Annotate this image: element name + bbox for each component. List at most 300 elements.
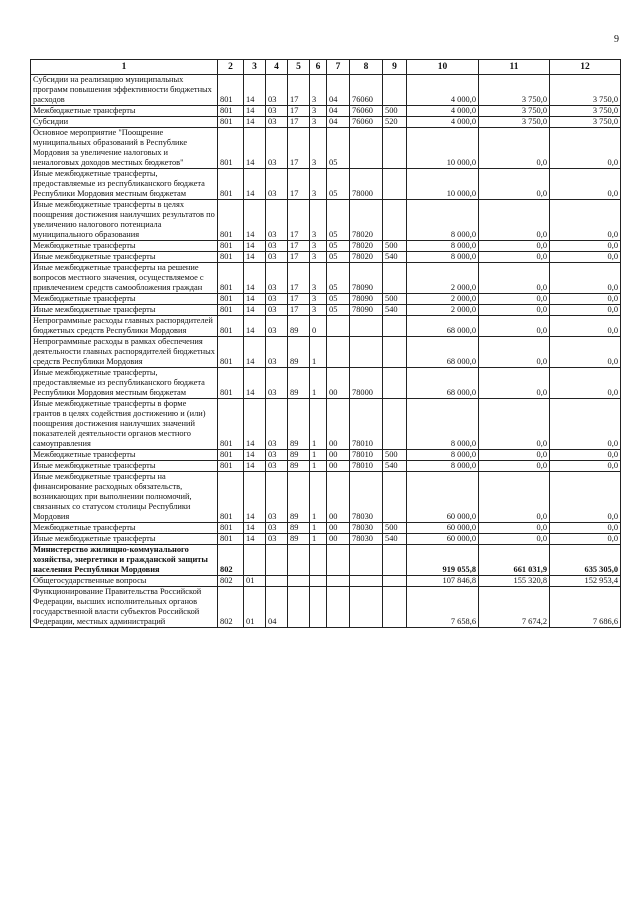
code-cell: 01 — [244, 587, 266, 628]
code-cell: 801 — [218, 169, 244, 200]
amount-cell: 68 000,0 — [407, 337, 479, 368]
table-row — [31, 241, 621, 252]
code-cell: 89 — [288, 523, 310, 534]
code-cell — [383, 399, 407, 450]
code-cell: 17 — [288, 241, 310, 252]
code-cell — [383, 587, 407, 628]
code-cell — [383, 368, 407, 399]
code-cell: 3 — [310, 75, 327, 106]
amount-cell: 4 000,0 — [407, 106, 479, 117]
amount-cell: 8 000,0 — [407, 461, 479, 472]
table-row — [31, 472, 621, 523]
code-cell: 14 — [244, 534, 266, 545]
amount-cell: 0,0 — [550, 263, 621, 294]
code-cell — [383, 576, 407, 587]
column-header: 7 — [327, 60, 350, 75]
code-cell: 78000 — [350, 368, 383, 399]
code-cell: 801 — [218, 263, 244, 294]
code-cell: 89 — [288, 534, 310, 545]
code-cell: 14 — [244, 200, 266, 241]
code-cell: 14 — [244, 263, 266, 294]
code-cell: 17 — [288, 106, 310, 117]
table-row — [31, 117, 621, 128]
row-description: Непрограммные расходы главных распорядителей бюджетных средств Республики Мордовия — [31, 316, 218, 337]
code-cell: 04 — [327, 117, 350, 128]
column-header: 10 — [407, 60, 479, 75]
amount-cell: 60 000,0 — [407, 472, 479, 523]
code-cell: 540 — [383, 305, 407, 316]
code-cell — [383, 472, 407, 523]
code-cell: 76060 — [350, 117, 383, 128]
code-cell: 05 — [327, 200, 350, 241]
code-cell: 17 — [288, 117, 310, 128]
code-cell: 500 — [383, 294, 407, 305]
amount-cell: 0,0 — [479, 200, 550, 241]
table-row — [31, 75, 621, 106]
code-cell: 500 — [383, 106, 407, 117]
code-cell: 802 — [218, 576, 244, 587]
table-row — [31, 337, 621, 368]
amount-cell: 0,0 — [479, 534, 550, 545]
amount-cell: 635 305,0 — [550, 545, 621, 576]
table-row — [31, 450, 621, 461]
code-cell: 89 — [288, 368, 310, 399]
column-header: 11 — [479, 60, 550, 75]
code-cell: 1 — [310, 337, 327, 368]
table-row — [31, 294, 621, 305]
code-cell — [266, 545, 288, 576]
code-cell: 801 — [218, 368, 244, 399]
amount-cell: 0,0 — [550, 252, 621, 263]
code-cell: 14 — [244, 252, 266, 263]
code-cell: 78090 — [350, 305, 383, 316]
amount-cell: 7 686,6 — [550, 587, 621, 628]
code-cell: 03 — [266, 461, 288, 472]
row-description: Межбюджетные трансферты — [31, 106, 218, 117]
amount-cell: 0,0 — [550, 523, 621, 534]
amount-cell: 0,0 — [479, 461, 550, 472]
amount-cell: 0,0 — [479, 252, 550, 263]
amount-cell: 4 000,0 — [407, 75, 479, 106]
amount-cell: 0,0 — [550, 450, 621, 461]
amount-cell: 3 750,0 — [479, 75, 550, 106]
code-cell: 801 — [218, 450, 244, 461]
code-cell: 78000 — [350, 169, 383, 200]
code-cell: 03 — [266, 169, 288, 200]
code-cell: 89 — [288, 461, 310, 472]
code-cell: 801 — [218, 106, 244, 117]
code-cell: 14 — [244, 316, 266, 337]
code-cell: 03 — [266, 316, 288, 337]
code-cell: 03 — [266, 241, 288, 252]
code-cell: 14 — [244, 523, 266, 534]
budget-table — [30, 59, 621, 628]
code-cell: 1 — [310, 472, 327, 523]
code-cell: 01 — [244, 576, 266, 587]
amount-cell: 0,0 — [550, 368, 621, 399]
code-cell: 03 — [266, 117, 288, 128]
amount-cell: 10 000,0 — [407, 169, 479, 200]
amount-cell: 0,0 — [550, 294, 621, 305]
code-cell: 05 — [327, 252, 350, 263]
code-cell: 04 — [266, 587, 288, 628]
code-cell: 78020 — [350, 252, 383, 263]
code-cell: 500 — [383, 450, 407, 461]
table-row — [31, 461, 621, 472]
code-cell: 17 — [288, 263, 310, 294]
code-cell: 05 — [327, 263, 350, 294]
code-cell — [350, 316, 383, 337]
amount-cell: 0,0 — [550, 241, 621, 252]
code-cell: 89 — [288, 450, 310, 461]
code-cell: 03 — [266, 305, 288, 316]
code-cell: 801 — [218, 399, 244, 450]
code-cell: 17 — [288, 305, 310, 316]
amount-cell: 0,0 — [479, 523, 550, 534]
code-cell: 03 — [266, 75, 288, 106]
code-cell — [350, 587, 383, 628]
code-cell: 14 — [244, 294, 266, 305]
code-cell: 801 — [218, 523, 244, 534]
amount-cell: 60 000,0 — [407, 523, 479, 534]
code-cell — [350, 128, 383, 169]
code-cell: 00 — [327, 534, 350, 545]
code-cell: 540 — [383, 534, 407, 545]
amount-cell: 0,0 — [479, 241, 550, 252]
row-description: Иные межбюджетные трансферты на решение вопросов местного значения, осуществляемое с привлечением средств самообложения граждан — [31, 263, 218, 294]
code-cell: 78090 — [350, 294, 383, 305]
code-cell: 03 — [266, 128, 288, 169]
row-description: Иные межбюджетные трансферты, предоставляемые из республиканского бюджета Республики Мордовия местным бюджетам — [31, 169, 218, 200]
code-cell: 14 — [244, 399, 266, 450]
code-cell — [288, 587, 310, 628]
code-cell: 801 — [218, 200, 244, 241]
code-cell: 03 — [266, 337, 288, 368]
code-cell: 801 — [218, 316, 244, 337]
code-cell: 00 — [327, 450, 350, 461]
code-cell: 14 — [244, 337, 266, 368]
code-cell: 3 — [310, 106, 327, 117]
code-cell: 14 — [244, 368, 266, 399]
code-cell — [383, 337, 407, 368]
table-row — [31, 534, 621, 545]
amount-cell: 8 000,0 — [407, 200, 479, 241]
column-header: 4 — [266, 60, 288, 75]
amount-cell: 2 000,0 — [407, 294, 479, 305]
row-description: Функционирование Правительства Российской Федерации, высших исполнительных органов государственной власти субъектов Российской Федерации, местных администраций — [31, 587, 218, 628]
code-cell — [310, 545, 327, 576]
table-row — [31, 523, 621, 534]
code-cell: 1 — [310, 523, 327, 534]
code-cell — [244, 545, 266, 576]
code-cell: 1 — [310, 450, 327, 461]
amount-cell: 8 000,0 — [407, 450, 479, 461]
code-cell: 76060 — [350, 106, 383, 117]
table-row — [31, 545, 621, 576]
code-cell — [327, 587, 350, 628]
amount-cell: 107 846,8 — [407, 576, 479, 587]
amount-cell: 3 750,0 — [550, 106, 621, 117]
amount-cell: 0,0 — [550, 128, 621, 169]
code-cell — [350, 576, 383, 587]
code-cell: 801 — [218, 534, 244, 545]
code-cell: 500 — [383, 241, 407, 252]
code-cell: 3 — [310, 252, 327, 263]
code-cell: 14 — [244, 472, 266, 523]
code-cell: 03 — [266, 294, 288, 305]
code-cell: 17 — [288, 294, 310, 305]
table-row — [31, 128, 621, 169]
code-cell: 14 — [244, 450, 266, 461]
code-cell — [288, 576, 310, 587]
code-cell: 03 — [266, 534, 288, 545]
amount-cell: 0,0 — [550, 169, 621, 200]
code-cell: 78010 — [350, 399, 383, 450]
amount-cell: 0,0 — [479, 450, 550, 461]
amount-cell: 0,0 — [550, 200, 621, 241]
table-row — [31, 263, 621, 294]
code-cell: 89 — [288, 337, 310, 368]
code-cell: 17 — [288, 169, 310, 200]
code-cell: 78020 — [350, 200, 383, 241]
row-description: Основное мероприятие "Поощрение муниципальных образований в Республике Мордовия за увеличение налоговых и неналоговых доходов местных бюджетов" — [31, 128, 218, 169]
code-cell — [327, 316, 350, 337]
amount-cell: 0,0 — [550, 472, 621, 523]
code-cell: 03 — [266, 523, 288, 534]
code-cell: 801 — [218, 461, 244, 472]
amount-cell: 0,0 — [479, 169, 550, 200]
code-cell — [350, 545, 383, 576]
row-description: Непрограммные расходы в рамках обеспечения деятельности главных распорядителей бюджетных средств Республики Мордовия — [31, 337, 218, 368]
code-cell: 03 — [266, 399, 288, 450]
amount-cell: 3 750,0 — [479, 117, 550, 128]
amount-cell: 0,0 — [550, 337, 621, 368]
row-description: Иные межбюджетные трансферты — [31, 252, 218, 263]
code-cell: 802 — [218, 545, 244, 576]
code-cell: 1 — [310, 399, 327, 450]
code-cell: 801 — [218, 252, 244, 263]
column-header: 12 — [550, 60, 621, 75]
code-cell: 3 — [310, 294, 327, 305]
table-row — [31, 106, 621, 117]
amount-cell: 0,0 — [479, 472, 550, 523]
amount-cell: 0,0 — [479, 305, 550, 316]
code-cell — [383, 128, 407, 169]
code-cell: 05 — [327, 241, 350, 252]
code-cell: 03 — [266, 106, 288, 117]
code-cell: 04 — [327, 75, 350, 106]
code-cell — [383, 169, 407, 200]
code-cell: 3 — [310, 200, 327, 241]
column-header: 9 — [383, 60, 407, 75]
table-row — [31, 305, 621, 316]
code-cell: 00 — [327, 399, 350, 450]
amount-cell: 68 000,0 — [407, 316, 479, 337]
code-cell: 17 — [288, 128, 310, 169]
amount-cell: 3 750,0 — [550, 75, 621, 106]
code-cell: 17 — [288, 200, 310, 241]
table-row — [31, 169, 621, 200]
code-cell: 3 — [310, 241, 327, 252]
code-cell: 801 — [218, 117, 244, 128]
amount-cell: 0,0 — [479, 128, 550, 169]
amount-cell: 7 658,6 — [407, 587, 479, 628]
code-cell: 78090 — [350, 263, 383, 294]
table-row — [31, 399, 621, 450]
column-header: 2 — [218, 60, 244, 75]
code-cell — [383, 316, 407, 337]
amount-cell: 0,0 — [550, 305, 621, 316]
row-description: Министерство жилищно-коммунального хозяйства, энергетики и гражданской защиты населения Республики Мордовия — [31, 545, 218, 576]
row-description: Иные межбюджетные трансферты на финансирование расходных обязательств, возникающих при выполнении полномочий, связанных со статусом столицы Республики Мордовия — [31, 472, 218, 523]
code-cell: 500 — [383, 523, 407, 534]
code-cell: 540 — [383, 252, 407, 263]
amount-cell: 68 000,0 — [407, 368, 479, 399]
code-cell: 802 — [218, 587, 244, 628]
row-description: Межбюджетные трансферты — [31, 241, 218, 252]
code-cell: 78030 — [350, 472, 383, 523]
amount-cell: 0,0 — [479, 368, 550, 399]
code-cell: 05 — [327, 305, 350, 316]
amount-cell: 0,0 — [479, 294, 550, 305]
amount-cell: 0,0 — [479, 316, 550, 337]
amount-cell: 8 000,0 — [407, 252, 479, 263]
code-cell: 801 — [218, 128, 244, 169]
amount-cell: 8 000,0 — [407, 399, 479, 450]
amount-cell: 3 750,0 — [479, 106, 550, 117]
row-description: Межбюджетные трансферты — [31, 294, 218, 305]
column-header: 5 — [288, 60, 310, 75]
code-cell — [327, 337, 350, 368]
code-cell: 78010 — [350, 450, 383, 461]
row-description: Иные межбюджетные трансферты — [31, 534, 218, 545]
code-cell: 14 — [244, 106, 266, 117]
code-cell: 801 — [218, 241, 244, 252]
code-cell — [310, 576, 327, 587]
amount-cell: 8 000,0 — [407, 241, 479, 252]
code-cell: 801 — [218, 337, 244, 368]
code-cell: 3 — [310, 117, 327, 128]
row-description: Субсидии на реализацию муниципальных программ повышения эффективности бюджетных расходов — [31, 75, 218, 106]
code-cell: 05 — [327, 169, 350, 200]
code-cell — [383, 545, 407, 576]
amount-cell: 0,0 — [550, 316, 621, 337]
code-cell: 801 — [218, 305, 244, 316]
table-row — [31, 200, 621, 241]
table-row — [31, 252, 621, 263]
code-cell: 3 — [310, 169, 327, 200]
code-cell: 78030 — [350, 523, 383, 534]
code-cell: 03 — [266, 472, 288, 523]
amount-cell: 152 953,4 — [550, 576, 621, 587]
table-body — [31, 75, 621, 628]
code-cell: 00 — [327, 523, 350, 534]
amount-cell: 0,0 — [479, 263, 550, 294]
row-description: Иные межбюджетные трансферты в форме грантов в целях содействия достижению и (или) поощрения достижения наилучших значений показателей деятельности органов местного самоуправления — [31, 399, 218, 450]
header-row — [31, 60, 621, 75]
code-cell: 89 — [288, 316, 310, 337]
code-cell: 76060 — [350, 75, 383, 106]
amount-cell: 155 320,8 — [479, 576, 550, 587]
code-cell — [310, 587, 327, 628]
code-cell: 03 — [266, 200, 288, 241]
code-cell: 89 — [288, 399, 310, 450]
code-cell: 14 — [244, 75, 266, 106]
code-cell — [383, 200, 407, 241]
code-cell: 1 — [310, 461, 327, 472]
code-cell: 801 — [218, 472, 244, 523]
table-row — [31, 587, 621, 628]
code-cell — [350, 337, 383, 368]
amount-cell: 0,0 — [479, 399, 550, 450]
code-cell: 03 — [266, 368, 288, 399]
code-cell — [266, 576, 288, 587]
table-row — [31, 316, 621, 337]
code-cell: 03 — [266, 252, 288, 263]
code-cell: 1 — [310, 534, 327, 545]
table-row — [31, 576, 621, 587]
amount-cell: 3 750,0 — [550, 117, 621, 128]
page-number: 9 — [614, 34, 619, 45]
code-cell: 03 — [266, 263, 288, 294]
code-cell: 05 — [327, 128, 350, 169]
code-cell: 78030 — [350, 534, 383, 545]
row-description: Межбюджетные трансферты — [31, 450, 218, 461]
amount-cell: 4 000,0 — [407, 117, 479, 128]
code-cell: 89 — [288, 472, 310, 523]
code-cell: 14 — [244, 241, 266, 252]
code-cell: 540 — [383, 461, 407, 472]
amount-cell: 7 674,2 — [479, 587, 550, 628]
code-cell: 03 — [266, 450, 288, 461]
column-header: 8 — [350, 60, 383, 75]
column-header: 6 — [310, 60, 327, 75]
code-cell: 14 — [244, 305, 266, 316]
column-header: 3 — [244, 60, 266, 75]
code-cell: 801 — [218, 294, 244, 305]
code-cell — [327, 545, 350, 576]
code-cell: 05 — [327, 294, 350, 305]
row-description: Иные межбюджетные трансферты — [31, 461, 218, 472]
code-cell: 14 — [244, 128, 266, 169]
amount-cell: 60 000,0 — [407, 534, 479, 545]
column-header: 1 — [31, 60, 218, 75]
code-cell: 14 — [244, 169, 266, 200]
amount-cell: 0,0 — [550, 534, 621, 545]
row-description: Субсидии — [31, 117, 218, 128]
code-cell — [383, 75, 407, 106]
code-cell: 04 — [327, 106, 350, 117]
code-cell: 1 — [310, 368, 327, 399]
row-description: Иные межбюджетные трансферты в целях поощрения достижения наилучших результатов по увеличению налогового потенциала муниципального образования — [31, 200, 218, 241]
code-cell: 14 — [244, 117, 266, 128]
amount-cell: 0,0 — [550, 399, 621, 450]
amount-cell: 2 000,0 — [407, 305, 479, 316]
row-description: Иные межбюджетные трансферты — [31, 305, 218, 316]
row-description: Иные межбюджетные трансферты, предоставляемые из республиканского бюджета Республики Мордовия местным бюджетам — [31, 368, 218, 399]
code-cell: 801 — [218, 75, 244, 106]
amount-cell: 0,0 — [550, 461, 621, 472]
code-cell — [383, 263, 407, 294]
code-cell: 0 — [310, 316, 327, 337]
code-cell: 00 — [327, 461, 350, 472]
amount-cell: 919 055,8 — [407, 545, 479, 576]
row-description: Общегосударственные вопросы — [31, 576, 218, 587]
code-cell: 00 — [327, 368, 350, 399]
code-cell: 3 — [310, 128, 327, 169]
code-cell: 520 — [383, 117, 407, 128]
row-description: Межбюджетные трансферты — [31, 523, 218, 534]
